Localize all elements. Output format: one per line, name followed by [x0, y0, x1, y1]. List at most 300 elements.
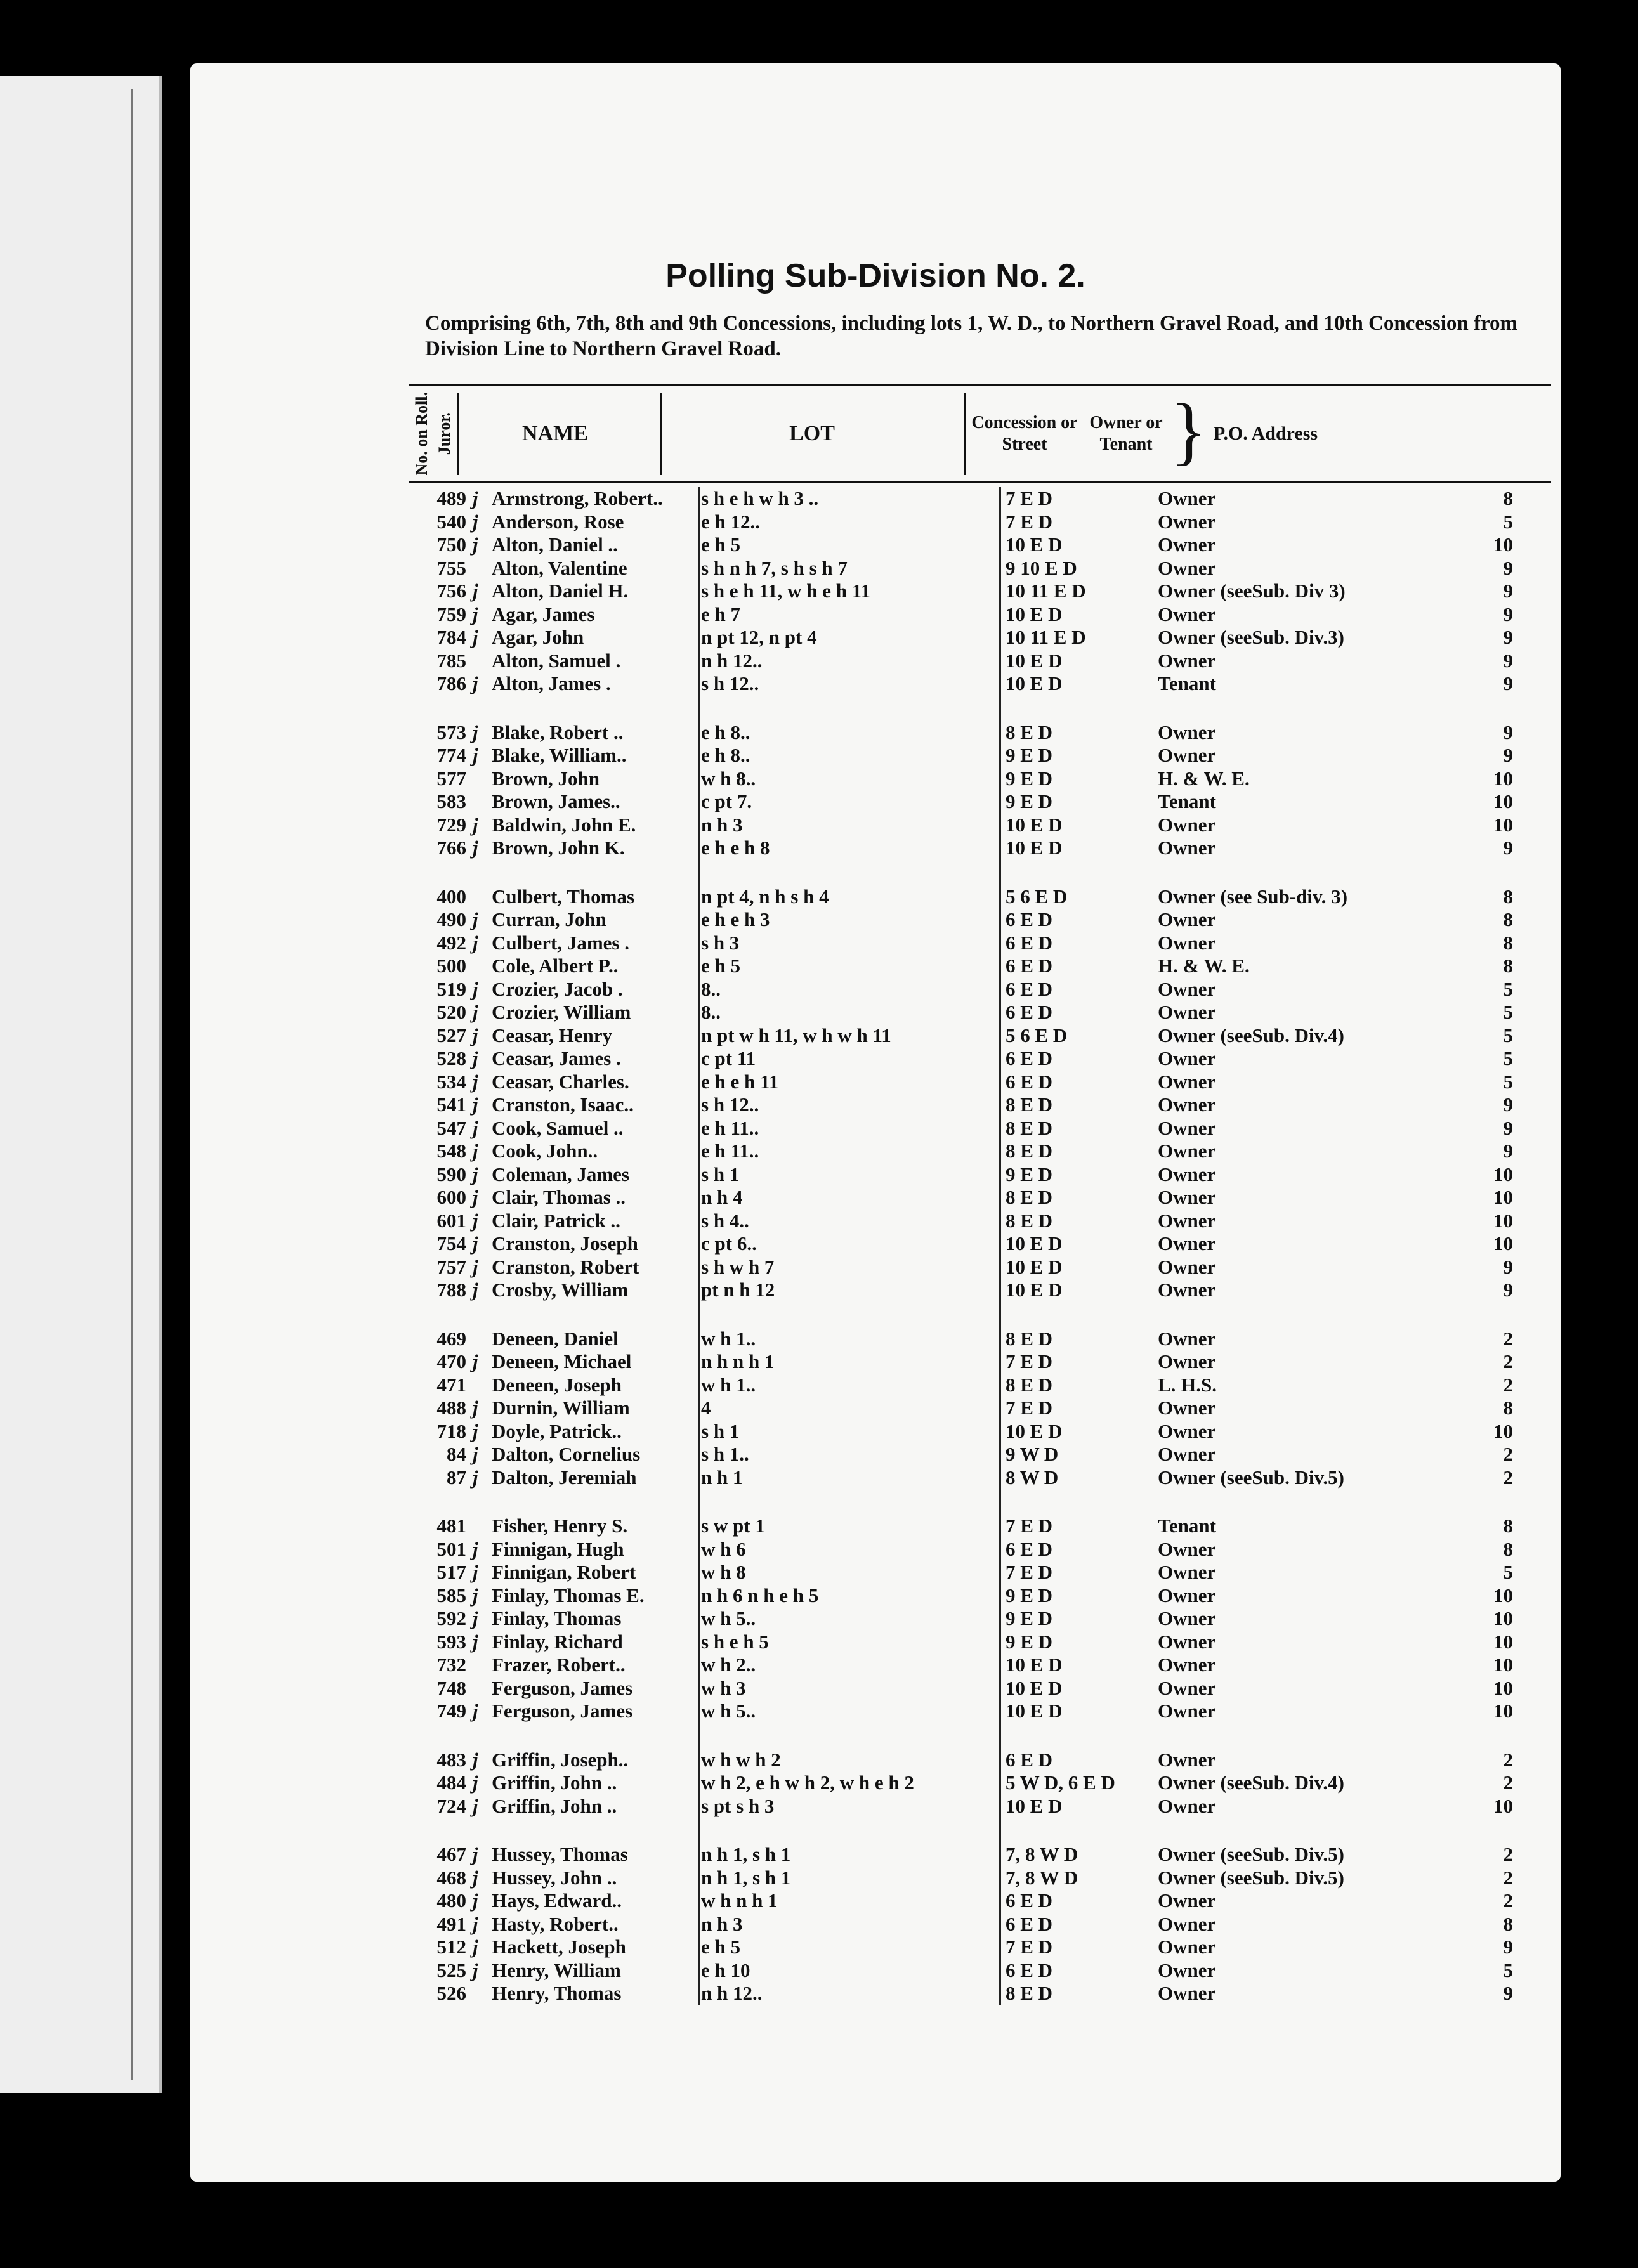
juror-mark: j — [473, 1186, 478, 1208]
roll-number: 600 — [436, 1186, 466, 1208]
header-lot: LOT — [789, 422, 835, 445]
juror-mark: j — [473, 1024, 478, 1046]
owner-status: Owner — [1158, 487, 1216, 509]
po-address: 8 — [1503, 1912, 1513, 1935]
po-address: 8 — [1503, 885, 1513, 908]
concession: 9 E D — [1006, 1584, 1053, 1606]
roll-number: 788 — [436, 1279, 466, 1301]
lot-description: e h 5 — [701, 1936, 740, 1958]
voter-name: Blake, Robert .. — [492, 720, 624, 743]
voter-name: Culbert, Thomas — [492, 885, 635, 908]
concession: 6 E D — [1006, 1958, 1053, 1981]
concession: 6 E D — [1006, 931, 1053, 954]
roll-number: 749 — [436, 1700, 466, 1722]
lot-description: n h 3 — [701, 1912, 743, 1935]
lot-description: s h 1 — [701, 1419, 740, 1442]
voter-name: Finnigan, Hugh — [492, 1537, 624, 1560]
table-row — [409, 1350, 1551, 1374]
table-row — [409, 1843, 1551, 1867]
owner-status: Owner — [1158, 649, 1216, 672]
concession: 10 E D — [1006, 1676, 1063, 1699]
po-address: 8 — [1503, 487, 1513, 509]
concession: 8 E D — [1006, 1327, 1053, 1350]
lot-description: w h 5.. — [701, 1700, 756, 1722]
table-row — [409, 721, 1551, 745]
page-subtitle: Comprising 6th, 7th, 8th and 9th Concessions, including lots 1, W. D., to Northern Gravel Road, and 10th Concession from Division Line to Northern Gravel Road. — [425, 312, 1518, 360]
lot-description: s h e h 5 — [701, 1630, 769, 1653]
po-address: 5 — [1503, 1070, 1513, 1093]
voter-name: Finlay, Richard — [492, 1630, 623, 1653]
voter-name: Hays, Edward.. — [492, 1889, 622, 1912]
roll-number: 480 — [436, 1889, 466, 1912]
juror-mark: j — [473, 1232, 478, 1255]
po-address: 10 — [1493, 767, 1513, 790]
po-address: 9 — [1503, 603, 1513, 625]
roll-number: 786 — [436, 672, 466, 694]
owner-status: Owner (seeSub. Div.5) — [1158, 1466, 1344, 1489]
po-address: 9 — [1503, 1116, 1513, 1139]
table-row — [409, 1279, 1551, 1302]
roll-number: 481 — [436, 1515, 466, 1537]
table-header — [409, 384, 1551, 483]
table-row — [409, 744, 1551, 767]
voter-name: Ferguson, James — [492, 1700, 633, 1722]
po-address: 2 — [1503, 1327, 1513, 1350]
concession: 7 E D — [1006, 1397, 1053, 1419]
lot-description: e h 11.. — [701, 1140, 759, 1162]
owner-status: Owner — [1158, 813, 1216, 836]
po-address: 10 — [1493, 1163, 1513, 1185]
concession: 10 11 E D — [1006, 580, 1086, 602]
header-concession: Concession or Street — [971, 413, 1078, 454]
concession: 6 E D — [1006, 908, 1053, 930]
voter-name: Hackett, Joseph — [492, 1936, 626, 1958]
table-row — [409, 1749, 1551, 1772]
lot-description: s w pt 1 — [701, 1515, 765, 1537]
lot-description: e h e h 3 — [701, 908, 770, 930]
lot-description: n h 12.. — [701, 1982, 763, 2004]
po-address: 2 — [1503, 1866, 1513, 1889]
group-gap — [409, 696, 1551, 721]
juror-mark: j — [473, 1116, 478, 1139]
voter-name: Dalton, Jeremiah — [492, 1466, 637, 1489]
po-address: 5 — [1503, 1047, 1513, 1069]
roll-number: 774 — [436, 744, 466, 766]
header-no-on-roll: No. on Roll. — [412, 392, 431, 476]
voter-name: Culbert, James . — [492, 931, 629, 954]
concession: 9 E D — [1006, 744, 1053, 766]
owner-status: Owner — [1158, 1958, 1216, 1981]
lot-description: n pt w h 11, w h w h 11 — [701, 1024, 891, 1046]
roll-number: 583 — [436, 790, 466, 812]
voter-name: Finlay, Thomas — [492, 1607, 622, 1629]
juror-mark: j — [473, 1537, 478, 1560]
voter-name: Dalton, Cornelius — [492, 1443, 641, 1465]
concession: 6 E D — [1006, 1070, 1053, 1093]
lot-description: n h 1, s h 1 — [701, 1843, 791, 1865]
table-row — [409, 487, 1551, 511]
concession: 7 E D — [1006, 510, 1053, 533]
voter-name: Cranston, Robert — [492, 1255, 639, 1278]
lot-description: w h 2, e h w h 2, w h e h 2 — [701, 1771, 914, 1794]
table-row — [409, 1374, 1551, 1397]
juror-mark: j — [473, 1584, 478, 1606]
po-address: 2 — [1503, 1373, 1513, 1396]
roll-number: 548 — [436, 1140, 466, 1162]
concession: 5 6 E D — [1006, 1024, 1068, 1046]
roll-number: 517 — [436, 1561, 466, 1583]
owner-status: Owner — [1158, 1794, 1216, 1817]
lot-description: w h 1.. — [701, 1373, 756, 1396]
roll-number: 755 — [436, 556, 466, 579]
po-address: 9 — [1503, 744, 1513, 766]
juror-mark: j — [473, 1561, 478, 1583]
juror-mark: j — [473, 837, 478, 859]
juror-mark: j — [473, 672, 478, 694]
po-address: 9 — [1503, 580, 1513, 602]
concession: 5 W D, 6 E D — [1006, 1771, 1115, 1794]
juror-mark: j — [473, 1350, 478, 1372]
owner-status: Owner — [1158, 1982, 1216, 2004]
table-row — [409, 837, 1551, 860]
lot-description: s h n h 7, s h s h 7 — [701, 556, 848, 579]
juror-mark: j — [473, 1047, 478, 1069]
owner-status: Owner (seeSub. Div.4) — [1158, 1024, 1344, 1046]
group-gap — [409, 1489, 1551, 1515]
juror-mark: j — [473, 1936, 478, 1958]
po-address: 5 — [1503, 1001, 1513, 1023]
concession: 9 W D — [1006, 1443, 1059, 1465]
juror-mark: j — [473, 1001, 478, 1023]
roll-number: 573 — [436, 720, 466, 743]
voter-name: Deneen, Michael — [492, 1350, 632, 1372]
roll-number: 484 — [436, 1771, 466, 1794]
juror-mark: j — [473, 1255, 478, 1278]
juror-mark: j — [473, 487, 478, 509]
juror-mark: j — [473, 1140, 478, 1162]
juror-mark: j — [473, 977, 478, 1000]
owner-status: Owner — [1158, 1232, 1216, 1255]
group-gap — [409, 1723, 1551, 1749]
owner-status: Tenant — [1158, 790, 1216, 812]
po-address: 9 — [1503, 1093, 1513, 1116]
owner-status: Owner — [1158, 744, 1216, 766]
table-row — [409, 1982, 1551, 2005]
po-address: 9 — [1503, 1279, 1513, 1301]
juror-mark: j — [473, 1163, 478, 1185]
voter-name: Durnin, William — [492, 1397, 630, 1419]
concession: 6 E D — [1006, 977, 1053, 1000]
po-address: 9 — [1503, 672, 1513, 694]
po-address: 9 — [1503, 720, 1513, 743]
lot-description: n pt 4, n h s h 4 — [701, 885, 829, 908]
roll-number: 489 — [436, 487, 466, 509]
lot-description: e h e h 11 — [701, 1070, 779, 1093]
table-row — [409, 932, 1551, 955]
po-address: 9 — [1503, 649, 1513, 672]
table-row — [409, 1397, 1551, 1420]
lot-description: s h 4.. — [701, 1209, 749, 1232]
po-address: 2 — [1503, 1748, 1513, 1771]
roll-number: 592 — [436, 1607, 466, 1629]
table-row — [409, 1913, 1551, 1936]
roll-number: 748 — [436, 1676, 466, 1699]
po-address: 2 — [1503, 1889, 1513, 1912]
roll-number: 718 — [436, 1419, 466, 1442]
voter-name: Fisher, Henry S. — [492, 1515, 628, 1537]
owner-status: H. & W. E. — [1158, 767, 1250, 790]
juror-mark: j — [473, 1700, 478, 1722]
voter-name: Cole, Albert P.. — [492, 955, 619, 977]
table-row — [409, 1001, 1551, 1024]
page-title: Polling Sub-Division No. 2. — [665, 257, 1085, 294]
owner-status: Owner (seeSub. Div 3) — [1158, 580, 1346, 602]
lot-description: s h 1 — [701, 1163, 740, 1185]
table-row — [409, 1093, 1551, 1117]
lot-description: c pt 11 — [701, 1047, 756, 1069]
table-row — [409, 908, 1551, 932]
voter-name: Hussey, Thomas — [492, 1843, 628, 1865]
lot-description: e h 8.. — [701, 744, 750, 766]
voter-name: Baldwin, John E. — [492, 813, 636, 836]
concession: 8 E D — [1006, 1186, 1053, 1208]
concession: 7 E D — [1006, 487, 1053, 509]
owner-status: Owner — [1158, 1584, 1216, 1606]
lot-description: s h 3 — [701, 931, 740, 954]
table-row — [409, 1117, 1551, 1140]
lot-description: n h n h 1 — [701, 1350, 775, 1372]
owner-status: Owner — [1158, 1936, 1216, 1958]
owner-status: Owner — [1158, 1419, 1216, 1442]
lot-description: e h 5 — [701, 533, 740, 556]
po-address: 9 — [1503, 837, 1513, 859]
po-address: 10 — [1493, 1232, 1513, 1255]
owner-status: Owner — [1158, 1209, 1216, 1232]
owner-status: Owner (see Sub-div. 3) — [1158, 885, 1348, 908]
roll-number: 492 — [436, 931, 466, 954]
lot-description: w h 8 — [701, 1561, 746, 1583]
voter-name: Alton, Samuel . — [492, 649, 621, 672]
owner-status: Owner — [1158, 1116, 1216, 1139]
table-row — [409, 1889, 1551, 1913]
juror-mark: j — [473, 1466, 478, 1489]
owner-status: Owner — [1158, 931, 1216, 954]
voter-name: Crozier, Jacob . — [492, 977, 623, 1000]
po-address: 8 — [1503, 1515, 1513, 1537]
table-row — [409, 533, 1551, 557]
po-address: 5 — [1503, 1958, 1513, 1981]
juror-mark: j — [473, 1279, 478, 1301]
owner-status: Owner — [1158, 908, 1216, 930]
concession: 8 E D — [1006, 1093, 1053, 1116]
juror-mark: j — [473, 1209, 478, 1232]
po-address: 10 — [1493, 813, 1513, 836]
roll-number: 512 — [436, 1936, 466, 1958]
po-address: 5 — [1503, 510, 1513, 533]
lot-description: n h 1, s h 1 — [701, 1866, 791, 1889]
concession: 10 E D — [1006, 1419, 1063, 1442]
po-address: 10 — [1493, 1209, 1513, 1232]
owner-status: Owner — [1158, 1186, 1216, 1208]
left-page-rule — [131, 89, 133, 2080]
voter-name: Finlay, Thomas E. — [492, 1584, 645, 1606]
table-row — [409, 1561, 1551, 1584]
voter-name: Cranston, Isaac.. — [492, 1093, 634, 1116]
po-address: 10 — [1493, 1584, 1513, 1606]
table-row — [409, 790, 1551, 814]
owner-status: Owner — [1158, 1163, 1216, 1185]
voter-name: Henry, William — [492, 1958, 621, 1981]
owner-status: Owner (seeSub. Div.5) — [1158, 1843, 1344, 1865]
owner-status: Owner — [1158, 510, 1216, 533]
owner-status: Tenant — [1158, 1515, 1216, 1537]
lot-description: s h e h 11, w h e h 11 — [701, 580, 871, 602]
juror-mark: j — [473, 908, 478, 930]
voter-name: Hasty, Robert.. — [492, 1912, 619, 1935]
juror-mark: j — [473, 813, 478, 836]
concession: 10 E D — [1006, 672, 1063, 694]
juror-mark: j — [473, 720, 478, 743]
voter-name: Curran, John — [492, 908, 606, 930]
concession: 6 E D — [1006, 1047, 1053, 1069]
voter-name: Griffin, John .. — [492, 1794, 617, 1817]
voter-name: Brown, John K. — [492, 837, 625, 859]
lot-description: c pt 6.. — [701, 1232, 757, 1255]
lot-description: s pt s h 3 — [701, 1794, 775, 1817]
owner-status: Owner — [1158, 1676, 1216, 1699]
concession: 10 E D — [1006, 1255, 1063, 1278]
po-address: 10 — [1493, 1186, 1513, 1208]
voter-name: Ceasar, Charles. — [492, 1070, 629, 1093]
table-row — [409, 1795, 1551, 1818]
lot-description: n h 12.. — [701, 649, 763, 672]
voter-name: Frazer, Robert.. — [492, 1653, 626, 1676]
lot-description: e h 7 — [701, 603, 740, 625]
po-address: 10 — [1493, 1700, 1513, 1722]
lot-description: e h e h 8 — [701, 837, 770, 859]
concession: 6 E D — [1006, 1748, 1053, 1771]
table-row — [409, 626, 1551, 649]
roll-number: 757 — [436, 1255, 466, 1278]
po-address: 5 — [1503, 1024, 1513, 1046]
po-address: 8 — [1503, 1537, 1513, 1560]
roll-number: 732 — [436, 1653, 466, 1676]
po-address: 8 — [1503, 931, 1513, 954]
po-address: 9 — [1503, 1140, 1513, 1162]
roll-number: 540 — [436, 510, 466, 533]
po-address: 10 — [1493, 1653, 1513, 1676]
roll-number: 590 — [436, 1163, 466, 1185]
voter-name: Armstrong, Robert.. — [492, 487, 663, 509]
owner-status: Owner — [1158, 1350, 1216, 1372]
concession: 10 E D — [1006, 1232, 1063, 1255]
concession: 5 6 E D — [1006, 885, 1068, 908]
roll-number: 724 — [436, 1794, 466, 1817]
owner-status: Owner — [1158, 1140, 1216, 1162]
lot-description: 4 — [701, 1397, 711, 1419]
header-divider — [964, 393, 966, 475]
table-row — [409, 1631, 1551, 1654]
table-row — [409, 1515, 1551, 1538]
roll-number: 541 — [436, 1093, 466, 1116]
roll-number: 491 — [436, 1912, 466, 1935]
table-row — [409, 511, 1551, 534]
concession: 9 E D — [1006, 1163, 1053, 1185]
voter-name: Deneen, Daniel — [492, 1327, 619, 1350]
concession: 10 11 E D — [1006, 626, 1086, 648]
owner-status: Owner — [1158, 1070, 1216, 1093]
owner-status: Owner — [1158, 1047, 1216, 1069]
owner-status: Owner — [1158, 720, 1216, 743]
lot-description: n h 6 n h e h 5 — [701, 1584, 819, 1606]
roll-number: 470 — [436, 1350, 466, 1372]
concession: 6 E D — [1006, 955, 1053, 977]
lot-description: 8.. — [701, 1001, 721, 1023]
concession: 9 E D — [1006, 1630, 1053, 1653]
roll-number: 501 — [436, 1537, 466, 1560]
voter-name: Blake, William.. — [492, 744, 627, 766]
juror-mark: j — [473, 931, 478, 954]
voter-name: Griffin, Joseph.. — [492, 1748, 629, 1771]
register-page — [190, 63, 1561, 2182]
table-row — [409, 1677, 1551, 1700]
owner-status: Owner — [1158, 1093, 1216, 1116]
lot-description: e h 10 — [701, 1958, 750, 1981]
roll-number: 754 — [436, 1232, 466, 1255]
roll-number: 488 — [436, 1397, 466, 1419]
juror-mark: j — [473, 1443, 478, 1465]
voter-name: Alton, James . — [492, 672, 611, 694]
lot-description: w h 1.. — [701, 1327, 756, 1350]
owner-status: Owner — [1158, 1279, 1216, 1301]
concession: 7, 8 W D — [1006, 1866, 1078, 1889]
roll-number: 784 — [436, 626, 466, 648]
po-address: 2 — [1503, 1350, 1513, 1372]
header-brace: } — [1170, 388, 1207, 472]
roll-number: 468 — [436, 1866, 466, 1889]
lot-description: e h 8.. — [701, 720, 750, 743]
header-divider — [457, 393, 459, 475]
lot-description: s h w h 7 — [701, 1255, 775, 1278]
concession: 7 E D — [1006, 1936, 1053, 1958]
voter-name: Finnigan, Robert — [492, 1561, 636, 1583]
lot-description: n pt 12, n pt 4 — [701, 626, 817, 648]
roll-number: 593 — [436, 1630, 466, 1653]
header-juror: Juror. — [435, 412, 454, 455]
concession: 10 E D — [1006, 533, 1063, 556]
voter-name: Brown, John — [492, 767, 600, 790]
voter-name: Alton, Daniel H. — [492, 580, 629, 602]
table-row — [409, 1140, 1551, 1163]
owner-status: Owner — [1158, 1912, 1216, 1935]
owner-status: Owner — [1158, 533, 1216, 556]
header-owner: Owner or Tenant — [1089, 413, 1163, 454]
table-row — [409, 1584, 1551, 1608]
juror-mark: j — [473, 1419, 478, 1442]
juror-mark: j — [473, 603, 478, 625]
table-row — [409, 672, 1551, 696]
juror-mark: j — [473, 744, 478, 766]
lot-description: n h 4 — [701, 1186, 743, 1208]
juror-mark: j — [473, 1912, 478, 1935]
voter-name: Doyle, Patrick.. — [492, 1419, 622, 1442]
voter-name: Clair, Patrick .. — [492, 1209, 620, 1232]
table-row — [409, 1700, 1551, 1723]
po-address: 9 — [1503, 1982, 1513, 2004]
lot-description: s h 12.. — [701, 672, 759, 694]
voter-name: Cranston, Joseph — [492, 1232, 638, 1255]
concession: 10 E D — [1006, 1794, 1063, 1817]
